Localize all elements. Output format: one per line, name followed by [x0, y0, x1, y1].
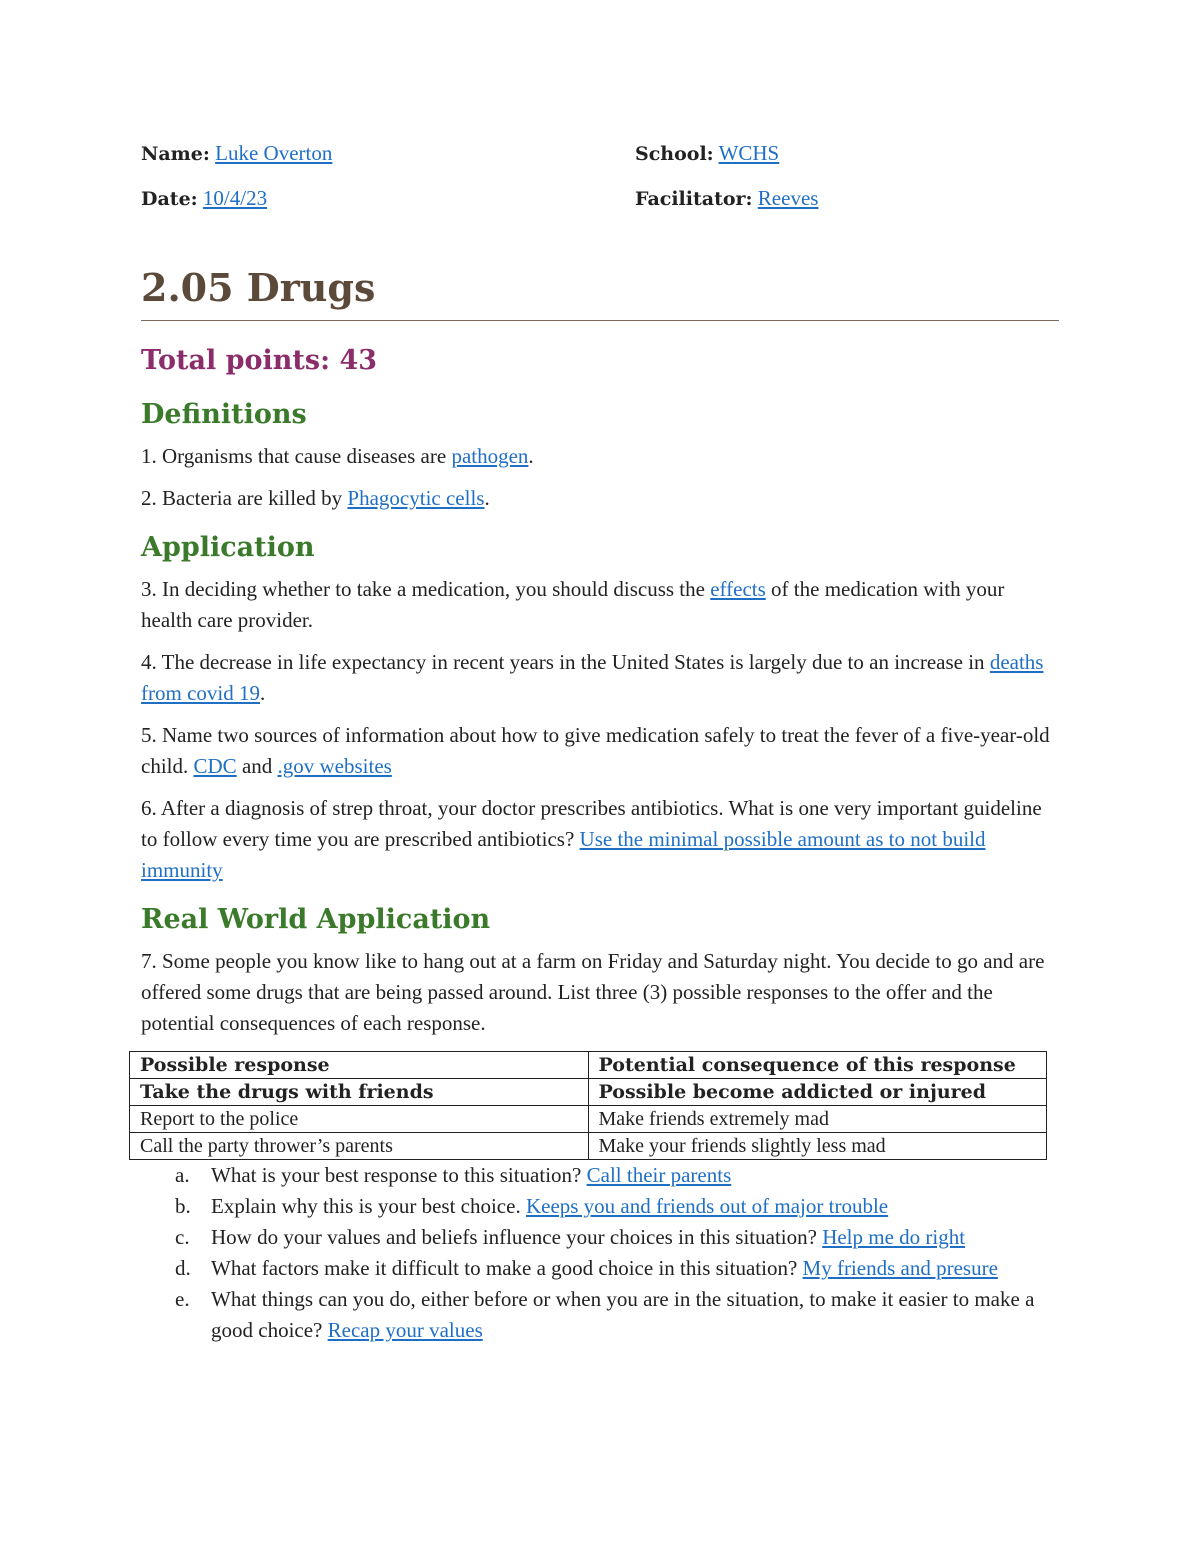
question-1-tail: .	[528, 444, 534, 468]
section-application: Application	[141, 532, 315, 563]
table-header-cell: Possible response	[130, 1052, 589, 1079]
table-cell[interactable]: Possible become addicted or injured	[588, 1079, 1047, 1106]
facilitator-label: Facilitator:	[635, 188, 753, 210]
answer-1[interactable]: pathogen	[451, 444, 529, 468]
facilitator-value[interactable]: Reeves	[757, 186, 819, 210]
subquestion-list	[141, 1160, 1059, 1346]
question-6	[141, 793, 1059, 886]
table-row	[130, 1079, 1047, 1106]
question-2-text: 2. Bacteria are killed by	[141, 486, 348, 510]
list-item	[141, 1222, 1059, 1253]
page-title: 2.05 Drugs	[141, 266, 1059, 321]
table-header-row	[130, 1052, 1047, 1079]
list-marker: c.	[175, 1225, 190, 1249]
section-definitions: Definitions	[141, 399, 307, 430]
subquestion-answer[interactable]: Help me do right	[822, 1225, 966, 1249]
subquestion-answer[interactable]: Call their parents	[586, 1163, 732, 1187]
question-7: 7. Some people you know like to hang out at a farm on Friday and Saturday night. You decide to go and are offered some drugs that are being passed around. List three (3) possible responses to the offer and the potential consequences of each response.	[141, 949, 1045, 1035]
list-marker: d.	[175, 1256, 191, 1280]
question-4-text: 4. The decrease in life expectancy in recent years in the United States is largely due to an increase in	[141, 650, 990, 674]
list-item	[141, 1284, 1059, 1346]
question-2-tail: .	[484, 486, 490, 510]
answer-4[interactable]: deaths from covid 19	[141, 650, 1044, 705]
school-value[interactable]: WCHS	[718, 141, 780, 165]
table-cell[interactable]: Make your friends slightly less mad	[588, 1133, 1047, 1160]
worksheet-page	[141, 138, 1059, 1346]
subquestion-answer[interactable]: Keeps you and friends out of major trouble	[525, 1194, 889, 1218]
list-item	[141, 1253, 1059, 1284]
question-1	[141, 441, 1059, 472]
section-real-world: Real World Application	[141, 904, 491, 935]
list-marker: b.	[175, 1194, 191, 1218]
subquestion-text: What factors make it difficult to make a good choice in this situation?	[211, 1256, 803, 1280]
list-item	[141, 1191, 1059, 1222]
table-cell[interactable]: Make friends extremely mad	[588, 1106, 1047, 1133]
subquestion-answer[interactable]: My friends and presure	[802, 1256, 998, 1280]
name-value[interactable]: Luke Overton	[215, 141, 333, 165]
table-cell[interactable]: Call the party thrower’s parents	[130, 1133, 589, 1160]
table-row	[130, 1133, 1047, 1160]
subquestion-text: How do your values and beliefs influence your choices in this situation?	[211, 1225, 823, 1249]
question-3	[141, 574, 1059, 636]
date-value[interactable]: 10/4/23	[202, 186, 268, 210]
subquestion-text: What is your best response to this situation?	[211, 1163, 587, 1187]
header-info	[141, 138, 1059, 214]
subquestion-text: Explain why this is your best choice.	[211, 1194, 526, 1218]
question-3-tail: of the medication with your health care provider.	[141, 577, 1005, 632]
table-cell[interactable]: Report to the police	[130, 1106, 589, 1133]
date-field	[141, 183, 635, 214]
question-3-text: 3. In deciding whether to take a medication, you should discuss the	[141, 577, 711, 601]
answer-5b[interactable]: .gov websites	[277, 754, 392, 778]
name-label: Name:	[141, 143, 210, 165]
table-cell[interactable]: Take the drugs with friends	[130, 1079, 589, 1106]
response-table	[129, 1051, 1047, 1160]
list-marker: a.	[175, 1163, 190, 1187]
question-1-text: 1. Organisms that cause diseases are	[141, 444, 452, 468]
question-4	[141, 647, 1059, 709]
table-header-cell: Potential consequence of this response	[588, 1052, 1047, 1079]
date-label: Date:	[141, 188, 198, 210]
question-2	[141, 483, 1059, 514]
table-row	[130, 1106, 1047, 1133]
question-5-text: 5. Name two sources of information about how to give medication safely to treat the fever of a five-year-old child.	[141, 723, 1050, 778]
question-6-text: 6. After a diagnosis of strep throat, your doctor prescribes antibiotics. What is one very important guideline to follow every time you are prescribed antibiotics?	[141, 796, 1042, 851]
answer-3[interactable]: effects	[710, 577, 766, 601]
answer-5a[interactable]: CDC	[193, 754, 237, 778]
answer-6[interactable]: Use the minimal possible amount as to not build immunity	[141, 827, 986, 882]
subquestion-answer[interactable]: Recap your values	[327, 1318, 483, 1342]
list-marker: e.	[175, 1287, 190, 1311]
total-points: Total points: 43	[141, 345, 378, 376]
answer-2[interactable]: Phagocytic cells	[347, 486, 485, 510]
school-label: School:	[635, 143, 714, 165]
question-4-tail: .	[259, 681, 266, 705]
subquestion-text: What things can you do, either before or when you are in the situation, to make it easier to make a good choice?	[211, 1287, 1035, 1342]
facilitator-field	[635, 183, 1055, 214]
question-5-mid: and	[236, 754, 278, 778]
school-field	[635, 138, 1055, 169]
name-field	[141, 138, 635, 169]
question-5	[141, 720, 1059, 782]
list-item	[141, 1160, 1059, 1191]
